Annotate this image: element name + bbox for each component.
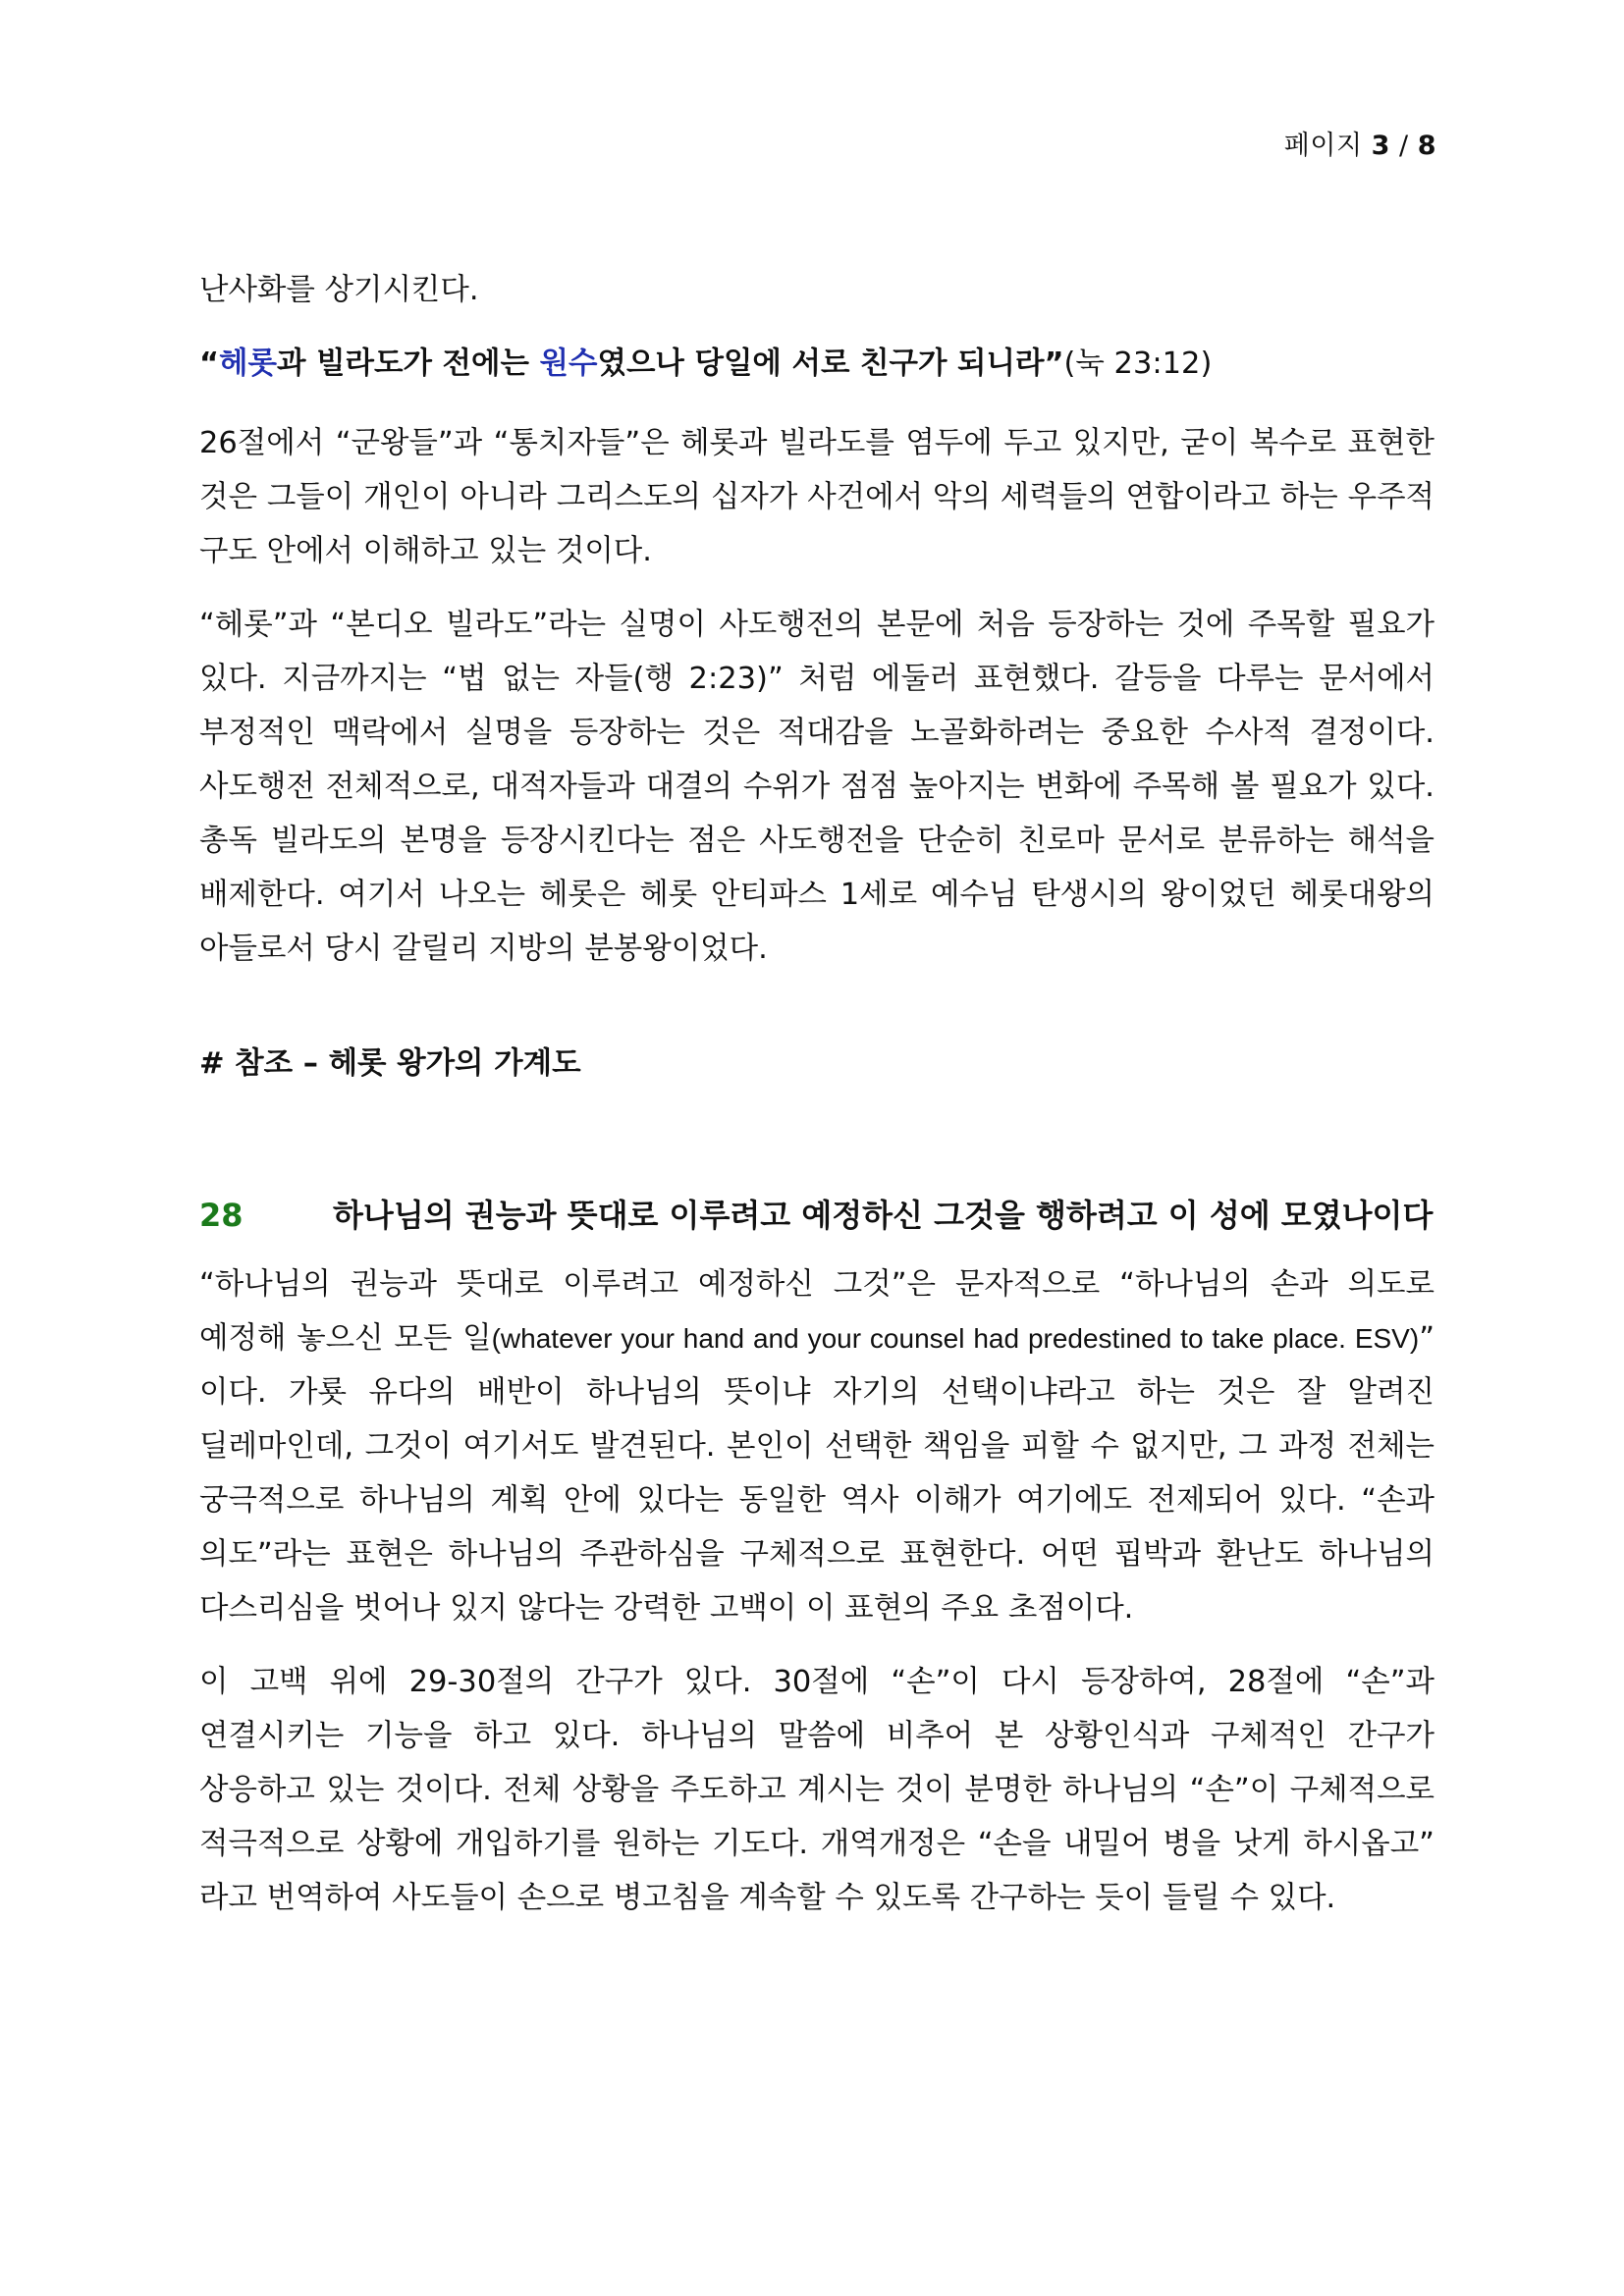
quote-mid2: 였으나 당일에 서로 친구가 되니라” (597, 347, 1064, 381)
page-separator: / (1389, 131, 1418, 161)
paragraph-2: “헤롯”과 “본디오 빌라도”라는 실명이 사도행전의 본문에 처음 등장하는 것에 주목할 필요가 있다. 지금까지는 “법 없는 자들(행 2:23)” 처럼 에둘러 표현했다. 갈등을 다루는 문서에서 부정적인 맥락에서 실명을 등장하는 것은 적대감을 노골화하려는 중요한 수사적 결정이다. 사도행전 전체적으로, 대적자들과 대결의 수위가 점점 높아지는 변화에 주목해 볼 필요가 있다. 총독 빌라도의 본명을 등장시킨다는 점은 사도행전을 단순히 친로마 문서로 분류하는 해석을 배제한다. 여기서 나오는 헤롯은 헤롯 안티파스 1세로 예수님 탄생시의 왕이었던 헤롯대왕의 아들로서 당시 갈릴리 지방의 분봉왕이었다. (199, 608, 1435, 966)
page-current: 3 (1371, 131, 1390, 161)
paragraph-3-a: “하나님의 권능과 뜻대로 이루려고 예정하신 그것”은 문자적으로 “하나님의 손과 의도로 예정해 놓으신 모든 일 (199, 1267, 1435, 1356)
paragraph-3-esv: (whatever your hand and your counsel had predestined to take place. ESV) (491, 1323, 1420, 1354)
quote-herod: 헤롯 (219, 347, 277, 381)
reference-heading: # 참조 – 헤롯 왕가의 가계도 (199, 1046, 581, 1081)
document-body (199, 263, 1435, 1945)
paragraph-3 (199, 1257, 1435, 1635)
paragraph-3-b: ” 이다. 가룟 유다의 배반이 하나님의 뜻이냐 자기의 선택이냐라고 하는 것은 잘 알려진 딜레마인데, 그것이 여기서도 발견된다. 본인이 선택한 책임을 피할 수 없지만, 그 과정 전체는 궁극적으로 하나님의 계획 안에 있다는 동일한 역사 이해가 여기에도 전제되어 있다. “손과 의도”라는 표현은 하나님의 주관하심을 구체적으로 표현한다. 어떤 핍박과 환난도 하나님의 다스리심을 벗어나 있지 않다는 강력한 고백이 이 표현의 주요 초점이다. (199, 1321, 1435, 1626)
paragraph-4: 이 고백 위에 29-30절의 간구가 있다. 30절에 “손”이 다시 등장하여, 28절에 “손”과 연결시키는 기능을 하고 있다. 하나님의 말씀에 비추어 본 상황인식과 구체적인 간구가 상응하고 있는 것이다. 전체 상황을 주도하고 계시는 것이 분명한 하나님의 “손”이 구체적으로 적극적으로 상황에 개입하기를 원하는 기도다. 개역개정은 “손을 내밀어 병을 낫게 하시옵고” 라고 번역하여 사도들이 손으로 병고침을 계속할 수 있도록 간구하는 듯이 들릴 수 있다. (199, 1665, 1435, 1915)
paragraph-1: 26절에서 “군왕들”과 “통치자들”은 헤롯과 빌라도를 염두에 두고 있지만, 굳이 복수로 표현한 것은 그들이 개인이 아니라 그리스도의 십자가 사건에서 악의 세력들의 연합이라고 하는 우주적 구도 안에서 이해하고 있는 것이다. (199, 426, 1435, 568)
page-total: 8 (1417, 131, 1436, 161)
scripture-quote (199, 337, 1435, 391)
intro-line: 난사화를 상기시킨다. (199, 273, 479, 307)
page-number-prefix: 페이지 (1283, 131, 1372, 161)
quote-enemy: 원수 (539, 347, 598, 381)
verse-number: 28 (199, 1197, 244, 1234)
quote-open: “ (199, 347, 220, 381)
quote-reference: (눅 23:12) (1063, 347, 1213, 381)
verse-heading (199, 1187, 1435, 1244)
page-number (1284, 124, 1436, 162)
quote-mid1: 과 빌라도가 전에는 (276, 347, 540, 381)
verse-text: 하나님의 권능과 뜻대로 이루려고 예정하신 그것을 행하려고 이 성에 모였나이다 (333, 1197, 1434, 1234)
